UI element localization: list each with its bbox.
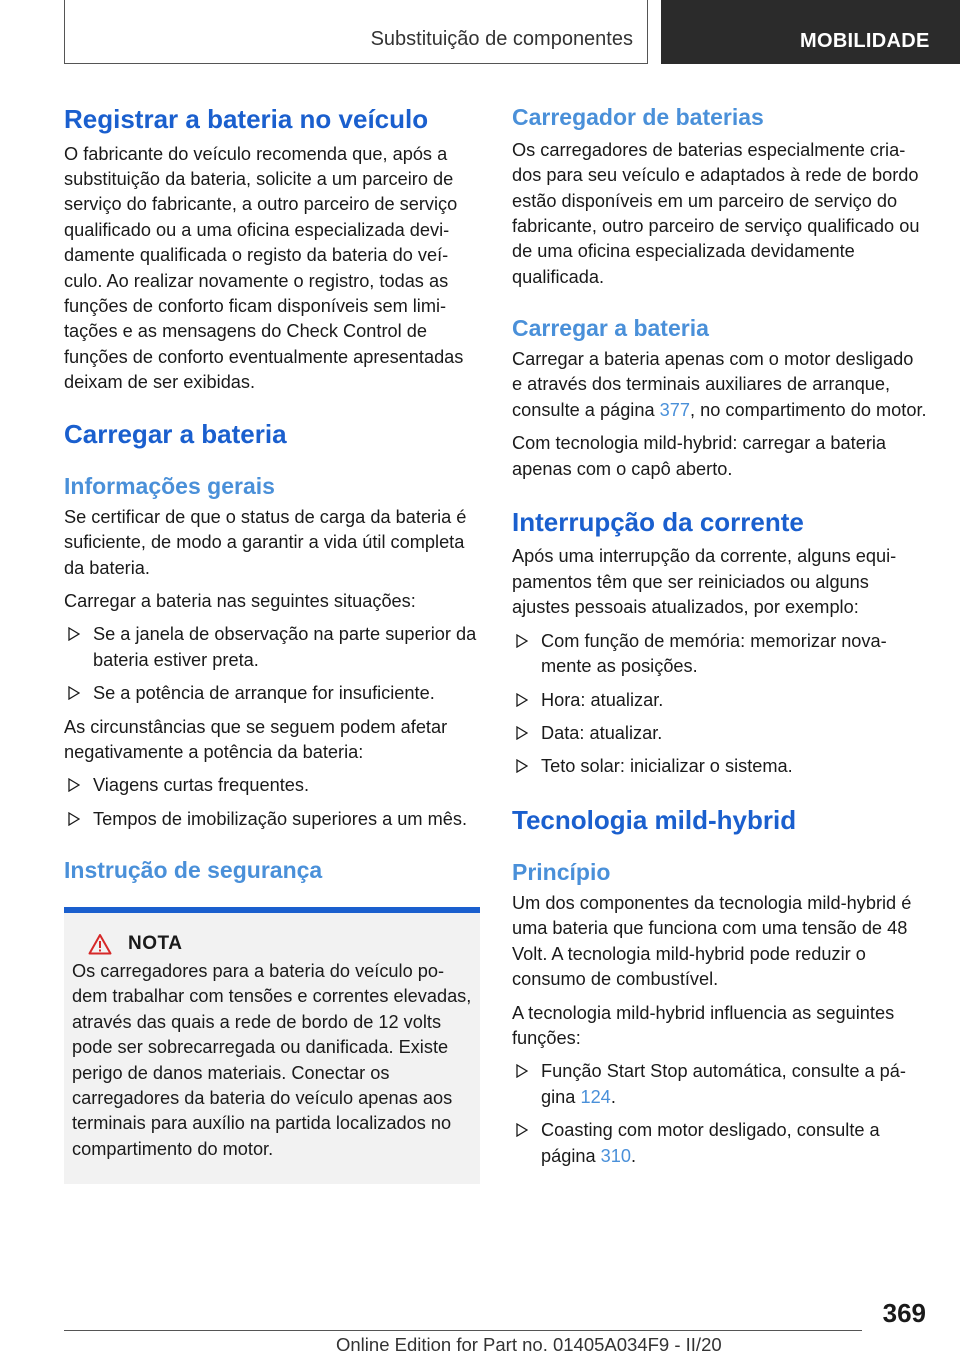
list-item [512,721,928,746]
list-item-text: Se a janela de observação na parte superior da bateria estiver preta. [93,624,477,670]
left-column [64,100,480,1184]
triangle-right-icon [516,759,528,773]
mild-hybrid-list [512,1059,928,1169]
page-link-377[interactable]: 377 [659,399,690,420]
footer-divider [64,1330,862,1331]
general-info-title: Informações gerais [64,473,275,500]
list-item [64,681,480,706]
header-section [64,0,648,64]
triangle-right-icon [516,1064,528,1078]
charge2-text-before: Carregar a bateria apenas com o motor desligado e através dos terminais auxiliares de arranque, consulte a página [512,348,914,420]
list-item-text: Função Start Stop automática, consulte a página [541,1061,906,1107]
warning-triangle-icon [88,933,112,955]
charge2-text-after: , no compartimento do motor. [690,399,927,420]
note-label: NOTA [128,933,183,955]
list-item [64,807,480,832]
triangle-right-icon [68,627,80,641]
list-item-text: Data: atualizar. [541,722,663,743]
list-item [64,773,480,798]
charger-text: Os carregadores de baterias especialmente criados para seu veículo e adaptados à rede de bordo estão disponíveis em um parceiro de serviço do fabricante, outro parceiro de serviço qualificado ou de uma oficina especializada devidamente qualificada. [512,139,920,287]
safety-note [64,907,480,1184]
principle-p1: Um dos componentes da tecnologia mild-hybrid é uma bateria que funciona com uma tensão de 48 Volt. A tecnologia mild-hybrid pode reduzir o consumo de combustível. [512,892,912,990]
list-item [64,622,480,673]
list-item-text: Com função de memória: memorizar novamente as posições. [541,630,887,677]
interruption-text: Após uma interrupção da corrente, alguns equipamentos têm que ser reiniciados ou alguns ajustes pessoais atualizados, por exemplo: [512,546,897,618]
charge-list-1 [64,622,480,706]
triangle-right-icon [68,686,80,700]
footer-edition: Online Edition for Part no. 01405A034F9 - II/20 [336,1334,722,1355]
header-section-title: Substituição de componentes [370,28,633,50]
page-link-310[interactable]: 310 [600,1145,632,1166]
list-item [512,1118,928,1169]
header-chapter-title: MOBILIDADE [800,30,930,52]
safety-title: Instrução de segurança [64,857,323,884]
list-item [512,688,928,713]
charge2-title: Carregar a bateria [512,315,709,342]
list-item-text: Hora: atualizar. [541,689,664,710]
triangle-right-icon [516,1123,528,1137]
interruption-title: Interrupção da corrente [512,506,804,537]
charge-title: Carregar a bateria [64,418,287,449]
charge-list-2 [64,773,480,832]
right-column [512,100,928,1169]
list-item-end: . [631,1145,637,1166]
page-link-124[interactable]: 124 [580,1086,611,1107]
triangle-right-icon [68,812,80,826]
triangle-right-icon [68,778,80,792]
header-chapter [661,0,960,64]
list-item-text: Teto solar: inicializar o sistema. [541,756,793,777]
list-item-text: Se a potência de arranque for insuficiente. [93,683,435,704]
list-item [512,629,928,680]
mild-hybrid-title: Tecnologia mild-hybrid [512,804,797,835]
interruption-list [512,629,928,780]
triangle-right-icon [516,634,528,648]
list-item-text: Tempos de imobilização superiores a um mês. [93,808,468,829]
charge-p1: Se certificar de que o status de carga da bateria é suficiente, de modo a garantir a vida útil completa da bateria. [64,506,467,578]
register-title: Registrar a bateria no veículo [64,104,429,134]
charger-title: Carregador de baterias [512,104,764,130]
note-header [72,933,472,955]
charge-p2: Carregar a bateria nas seguintes situações: [64,591,416,612]
charge2-p2: Com tecnologia mild-hybrid: carregar a bateria apenas com o capô aberto. [512,433,887,479]
note-text: Os carregadores para a bateria do veículo podem trabalhar com tensões e correntes elevadas, através das quais a rede de bordo de 12 volts pode ser sobrecarregada ou danificada. Existe perigo de danos materiais. Conectar os carregadores da bateria do veículo apenas aos terminais para auxílio na partida localizados no compartimento do motor. [72,961,472,1159]
list-item-text: Viagens curtas frequentes. [93,775,310,796]
page-number: 369 [882,1298,926,1328]
triangle-right-icon [516,726,528,740]
charge-p3: As circunstâncias que se seguem podem afetar negativamente a potência da bateria: [64,716,448,763]
list-item [512,754,928,779]
list-item-end: . [610,1086,616,1107]
register-text: O fabricante do veículo recomenda que, após a substituição da bateria, solicite a um parceiro de serviço do fabricante, a outro parceiro de serviço qualificado ou a uma oficina especializada devidamente qualificada o registo da bateria do veículo. Ao realizar novamente o registro, todas as funções de conforto ficam disponíveis sem limitações e as mensagens do Check Control de funções de conforto eventualmente apresentadas deixam de ser exibidas. [64,143,464,393]
list-item-text: Coasting com motor desligado, consulte a página [541,1120,880,1166]
list-item [512,1059,928,1110]
triangle-right-icon [516,693,528,707]
principle-p2: A tecnologia mild-hybrid influencia as seguintes funções: [512,1002,895,1048]
charge2-text [512,347,928,423]
principle-title: Princípio [512,859,611,886]
